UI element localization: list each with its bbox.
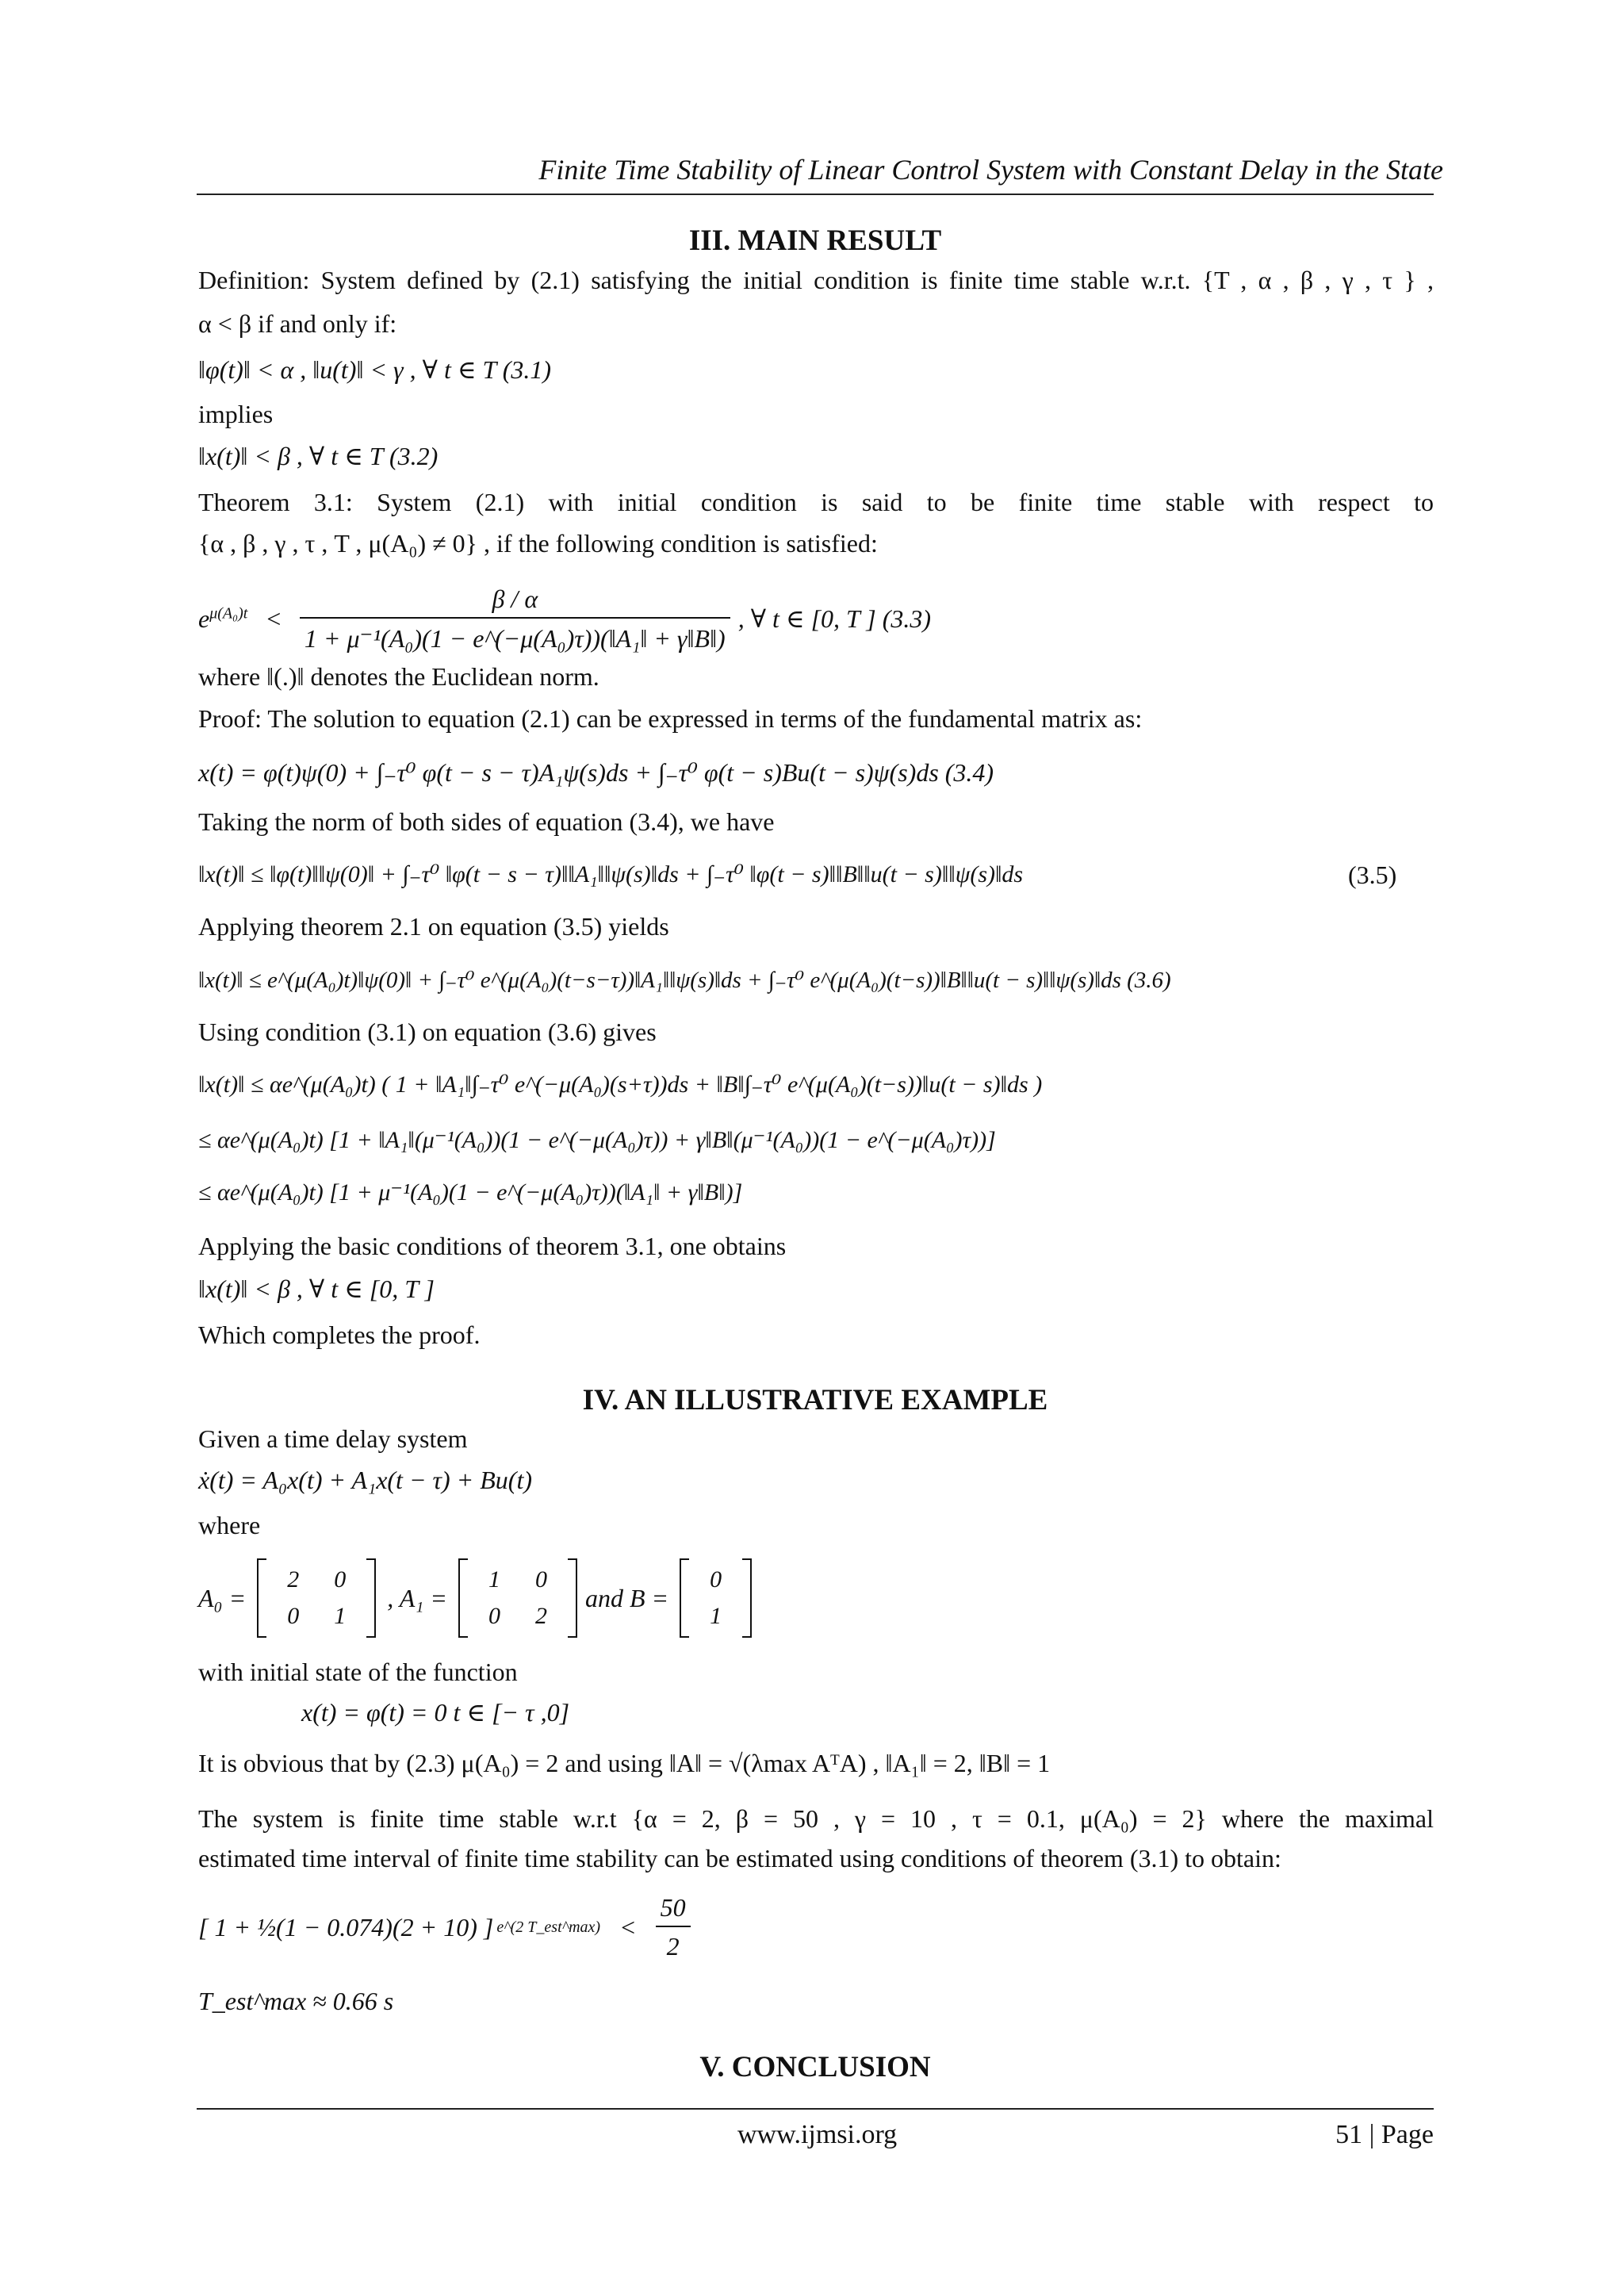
definition-line-2: α < β if and only if: (198, 309, 397, 338)
initial-state-equation: x(t) = φ(t) = 0 t ∈ [− τ ,0] (301, 1698, 570, 1727)
apply-theorem-line: Applying theorem 2.1 on equation (3.5) yields (198, 912, 669, 941)
section-heading-example: IV. AN ILLUSTRATIVE EXAMPLE (582, 1384, 1048, 1416)
calc-less-than: < (619, 1912, 637, 1941)
proof-line: Proof: The solution to equation (2.1) can be expressed in terms of the fundamental matrix as: (198, 704, 1143, 733)
eq33-numerator: β / α (492, 584, 538, 613)
running-title: Finite Time Stability of Linear Control System with Constant Delay in the State (538, 154, 1443, 186)
eq33-base: $e^{\mu(A_0)t}$ (198, 604, 248, 633)
eq33-denominator: 1 + μ⁻¹(A₀)(1 − e^(−μ(A₀)τ))(‖A₁‖ + γ‖B‖) (300, 617, 730, 654)
equation-3-6: ‖x(t)‖ ≤ e^(μ(A₀)t)‖ψ(0)‖ + ∫₋τ⁰ e^(μ(A₀)(t−s−τ))‖A₁‖‖ψ(s)‖ds + ∫₋τ⁰ e^(μ(A₀)(t−s))‖B‖‖u(t − s)‖‖ψ(s)‖ds (3.6) (198, 968, 1171, 993)
inequality-step-3: ≤ αe^(μ(A₀)t) [1 + μ⁻¹(A₀)(1 − e^(−μ(A₀)τ))(‖A₁‖ + γ‖B‖)] (198, 1179, 743, 1205)
footer-url: www.ijmsi.org (737, 2120, 898, 2149)
norm-line: Taking the norm of both sides of equation (3.4), we have (198, 807, 775, 836)
a0-label: A₀ = (198, 1583, 247, 1612)
completes-proof-line: Which completes the proof. (198, 1320, 481, 1349)
equation-3-4: x(t) = φ(t)ψ(0) + ∫₋τ⁰ φ(t − s − τ)A₁ψ(s)ds + ∫₋τ⁰ φ(t − s)Bu(t − s)ψ(s)ds (3.4) (198, 758, 994, 787)
tmax-result: T_est^max ≈ 0.66 s (198, 1987, 394, 2015)
obvious-line: It is obvious that by (2.3) μ(A₀) = 2 and using ‖A‖ = √(λmax AᵀA) , ‖A₁‖ = 2, ‖B‖ = 1 (198, 1749, 1051, 1777)
matrix-a0: 2 0 0 1 (257, 1558, 376, 1638)
eq33-fraction (300, 585, 730, 654)
equation-3-1: ‖φ(t)‖ < α , ‖u(t)‖ < γ , ∀ t ∈ T (3.1) (198, 355, 552, 384)
matrix-b: 0 1 (680, 1558, 752, 1638)
footer-rule (197, 2108, 1434, 2110)
equation-3-3 (198, 575, 1434, 662)
finite-stable-line: The system is finite time stable w.r.t {α = 2, β = 50 , γ = 10 , τ = 0.1, μ(A₀) = 2} where the maximal (198, 1804, 1434, 1833)
inequality-step-2: ≤ αe^(μ(A₀)t) [1 + ‖A₁‖(μ⁻¹(A₀))(1 − e^(−μ(A₀)τ)) + γ‖B‖(μ⁻¹(A₀))(1 − e^(−μ(A₀)τ))] (198, 1127, 996, 1153)
eq33-tail: , ∀ t ∈ [0, T ] (3.3) (737, 604, 932, 633)
where-norm-line: where ‖(.)‖ denotes the Euclidean norm. (198, 662, 599, 691)
theorem-line-1: Theorem 3.1: System (2.1) with initial condition is said to be finite time stable with respect to (198, 488, 1434, 516)
calc-bracket: [ 1 + ½(1 − 0.074)(2 + 10) ] (198, 1912, 494, 1941)
implies-text: implies (198, 400, 274, 428)
definition-line-1: Definition: System defined by (2.1) satisfying the initial condition is finite time stable w.r.t. {T , α , β , γ , τ } , (198, 266, 1434, 294)
a1-label: , A₁ = (387, 1583, 447, 1612)
calc-exponent: e^(2 T_est^max) (496, 1918, 601, 1936)
equation-3-2: ‖x(t)‖ < β , ∀ t ∈ T (3.2) (198, 442, 439, 470)
initial-state-line: with initial state of the function (198, 1658, 518, 1686)
result-inequality: ‖x(t)‖ < β , ∀ t ∈ [0, T ] (198, 1274, 435, 1303)
equation-3-5-number: (3.5) (1348, 861, 1397, 889)
eq33-less-than: < (265, 604, 282, 633)
given-line: Given a time delay system (198, 1424, 468, 1453)
footer-page-number: 51 | Page (1335, 2120, 1434, 2149)
system-equation: ẋ(t) = A₀x(t) + A₁x(t − τ) + Bu(t) (198, 1466, 532, 1494)
inequality-step-1: ‖x(t)‖ ≤ αe^(μ(A₀)t) ( 1 + ‖A₁‖∫₋τ⁰ e^(−μ(A₀)(s+τ))ds + ‖B‖∫₋τ⁰ e^(μ(A₀)(t−s))‖u(t − s)‖ds ) (198, 1071, 1043, 1098)
equation-3-5: ‖x(t)‖ ≤ ‖φ(t)‖‖ψ(0)‖ + ∫₋τ⁰ ‖φ(t − s − τ)‖‖A₁‖‖ψ(s)‖ds + ∫₋τ⁰ ‖φ(t − s)‖‖B‖‖u(t − s)‖‖ψ(s)‖ds (198, 861, 1024, 887)
matrix-a1: 1 0 0 2 (458, 1558, 577, 1638)
where-line: where (198, 1511, 261, 1539)
matrix-definitions (198, 1550, 1434, 1646)
calc-rhs-denominator: 2 (656, 1926, 691, 1961)
using-condition-line: Using condition (3.1) on equation (3.6) gives (198, 1018, 657, 1046)
estimate-calculation (198, 1884, 1434, 1971)
header-rule (197, 194, 1434, 195)
calc-rhs-numerator: 50 (660, 1893, 686, 1922)
basic-conditions-line: Applying the basic conditions of theorem 3.1, one obtains (198, 1232, 787, 1260)
theorem-line-2: {α , β , γ , τ , T , μ(A₀) ≠ 0} , if the following condition is satisfied: (198, 529, 878, 558)
section-heading-main-result: III. MAIN RESULT (688, 224, 942, 257)
b-label: and B = (584, 1583, 669, 1612)
calc-rhs-fraction (656, 1893, 691, 1961)
section-heading-conclusion: V. CONCLUSION (699, 2051, 931, 2083)
estimated-interval-line: estimated time interval of finite time stability can be estimated using conditions of theorem (3.1) to obtain: (198, 1844, 1281, 1872)
